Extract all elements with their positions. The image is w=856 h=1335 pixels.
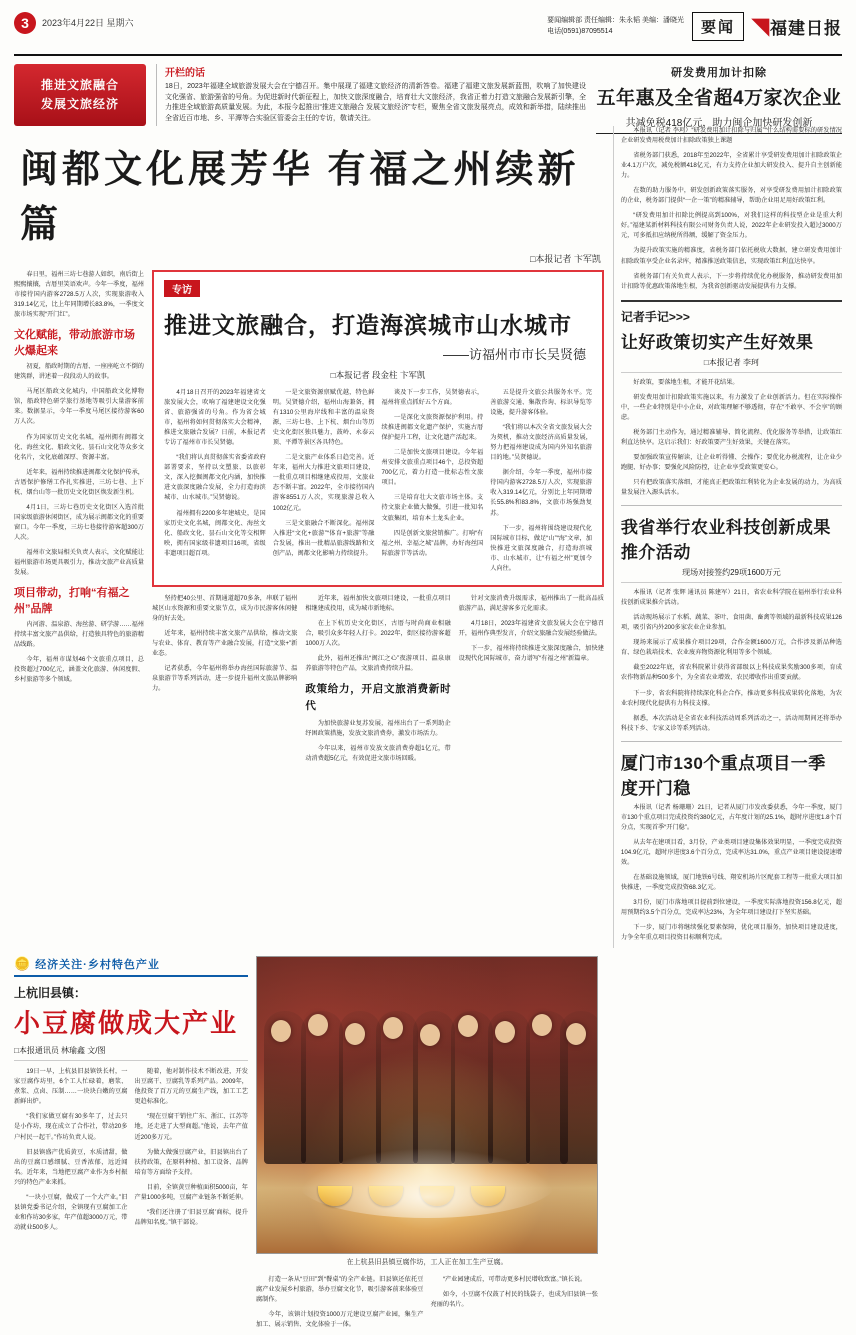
para: 记者获悉，今年福州将举办海丝国际旅游节、温泉旅游节等系列活动，进一步提升福州文旅品牌影响力。 <box>152 665 298 693</box>
feature-column <box>152 270 604 769</box>
para: 谈及下一步工作，吴贤德表示，福州将重点抓好五个方面。 <box>381 389 484 407</box>
divider <box>621 505 842 506</box>
para: 旧县镇盛产优质黄豆，水质清甜，做出的豆腐口感细腻、豆香浓郁，远近闻名。近年来，当地把豆腐产业作为乡村振兴的特色产业来抓。 <box>14 1148 128 1186</box>
feature-col-2 <box>273 388 375 579</box>
para: 三是培育壮大文旅市场主体。支持文旅企业做大做强，引进一批知名文旅集团，培育本土龙头企业。 <box>381 494 484 522</box>
para: 本报讯（记者 杨珊珊）21日，记者从厦门市发改委获悉，今年一季度，厦门市130个重点项目完成投资约380亿元，占年度计划的25.1%，超时序进度1.8个百分点，实现首季“开门稳”。 <box>620 803 842 831</box>
photo-steam <box>298 1148 556 1218</box>
masthead-right <box>547 12 842 41</box>
body-zone <box>14 126 842 948</box>
divider <box>621 300 842 302</box>
para: 研发费用加计扣除政策实施以来，有力激发了企业创新活力。但在实际操作中，一些企业特别是中小企业，对政策理解不够透彻，存在“不敢享、不会享”的顾虑。 <box>620 393 842 421</box>
left-lead-para: 春日里，福州三坊七巷游人如织，南后街上熙熙攘攘，古厝里笑语欢声。今年一季度，福州市接待国内游客2728.5万人次，实现旅游收入319.14亿元，比上年同期增长83.8%，一季度文旅市场实现“开门红”。 <box>14 271 144 319</box>
para: 3月份，厦门市落地项目提前到位建设，一季度实际落地投资156.8亿元，超用预期约3.5个百分点，完成率达23%，为全年项目建设打下坚实基础。 <box>620 899 842 917</box>
para: 4月1日，三坊七巷历史文化街区入选首批国家级旅游休闲街区，成为展示闽都文化的重要窗口。今年一季度，三坊七巷接待游客超300万人次。 <box>14 503 144 541</box>
left-section-1-body <box>14 362 144 578</box>
para: 四是创新文旅营销推广。打响“有福之州、幸福之城”品牌，办好海丝国际旅游节等活动。 <box>381 529 484 557</box>
para: 要加强政策宣传解读，让企业听得懂、会操作；要优化办税流程，让企业少跑腿、好办事；要强化风险防控，让企业享受政策更安心。 <box>620 453 842 471</box>
para: 如今，小豆腐不仅鼓了村民的钱袋子，也成为旧县镇一张亮丽的名片。 <box>430 1290 598 1308</box>
divider <box>621 741 842 742</box>
feature-col-1 <box>164 388 266 579</box>
masthead <box>14 10 842 56</box>
para: 在基础设施领域，厦门地铁6号线、翔安机场片区配套工程等一批重大项目加快推进，一季度完成投资68.3亿元。 <box>620 873 842 892</box>
bottom-title: 小豆腐做成大产业 <box>14 1009 239 1039</box>
bottom-col-3-wrap <box>256 1275 598 1335</box>
para: 在数的助力服务中，研发创新政策落实服务，对享受研发费用加计扣除政策的企业，税务部门提供“一企一策”的精准辅导，帮助企业用足用好政策红利。 <box>620 187 842 205</box>
photo-caption: 在上杭县旧县镇豆腐作坊，工人正在加工生产豆腐。 <box>346 1259 508 1267</box>
para: 一是文旅资源禀赋优越，特色鲜明。吴贤德介绍，福州山海兼备，拥有1310公里海岸线和丰富的温泉资源，三坊七巷、上下杭、烟台山等历史文化街区独具魅力，鼓岭、永泰云顶、平潭等景区各具特色。 <box>272 389 375 447</box>
para: 本报讯（记者 张辉 通讯员 陈建军）21日，省农业科学院在福州举行农业科技创新成果推介活动。 <box>620 589 842 607</box>
rt-kicker: 研发费用加计扣除 <box>671 67 767 79</box>
agri-title: 我省举行农业科技创新成果推介活动 <box>620 518 831 563</box>
xiamen-body <box>621 803 842 944</box>
para: 今年，福州市谋划46个文旅重点项目，总投资超过700亿元，涵盖文化旅游、休闲度假、乡村旅游等多个领域。 <box>14 656 144 684</box>
para: 此外，福州还推出“闽江之心”夜游项目、温泉康养旅游等特色产品，文旅消费持续升温。 <box>305 655 451 673</box>
bottom-right-spacer <box>606 956 842 1335</box>
right-top-headline-block <box>596 64 842 129</box>
para: 近年来，福州持续丰富文旅产品供给，推动文旅与农业、体育、教育等产业融合发展，打造“文旅+”新业态。 <box>152 629 298 658</box>
bottom-left-column <box>14 956 248 1335</box>
paper-logo-text: 福建日报 <box>770 19 842 38</box>
editorial-note <box>156 64 586 126</box>
para: 据介绍，今年一季度，福州市接待国内游客2728.5万人次，实现旅游收入319.14亿元，分别比上年同期增长55.8%和83.8%，文旅市场强劲复苏。 <box>490 469 592 517</box>
editorial-label: 开栏的话 <box>165 68 205 79</box>
para: “我们将认真贯彻落实省委省政府部署要求，坚持以文塑旅、以旅彰文，深入挖掘闽都文化内涵，加快推进文旅深度融合发展，全力打造海滨城市、山水城市。”吴贤德说。 <box>164 454 266 502</box>
para: “我们还注册了‘旧县豆腐’商标，提升品牌知名度。”镇干部说。 <box>134 1208 248 1226</box>
para: 4月18日，2023年福建省文旅发展大会在宁德召开，福州作典型发言，介绍文旅融合发展经验做法。 <box>458 619 604 637</box>
feature-columns <box>164 388 592 579</box>
para: 好政策，要落地生根，才能开花结果。 <box>633 378 739 386</box>
para: 下一步，厦门市将继续强化要素保障，优化项目服务，加快项目建设进度，力争全年重点项目投资目标顺利完成。 <box>620 924 842 942</box>
para: 初夏，船政时期的古厝、一座座屹立不倒的建筑群，讲述着一段段动人的故事。 <box>14 363 144 381</box>
left-section-2-body <box>14 620 144 685</box>
paper-logo-mark: ◥ <box>752 19 770 38</box>
para: 目前，全镇黄豆种植面积5000亩，年产量1000多吨，豆腐产业链条不断延伸。 <box>134 1183 248 1201</box>
editor-credits <box>547 16 684 36</box>
para: 马尾区船政文化城内，中国船政文化博物馆，船政特色研学旅行基地等吸引大量游客前来。数据显示，今年一季度马尾区接待游客60万人次。 <box>14 388 144 426</box>
para: “研发费用加计扣除比例提高到100%，对我们这样的科技型企业是重大利好。”福建某新材料科技有限公司财务负责人说，2022年企业研发投入超过3000万元，可多抵扣应纳税所得额，缓解了资金压力。 <box>620 212 842 240</box>
lower-col-2 <box>305 594 450 770</box>
para: 今年，该镇计划投资1000万元建设豆腐产业园，集生产加工、展示销售、文化体验于一体。 <box>256 1310 424 1328</box>
para: 本报讯（记者 李珂）“研发费用加计扣除与归属”“什么结构需要标的研发情况企业研发费用税费加计扣除政策独上课题 <box>620 127 842 145</box>
campaign-badge <box>14 64 146 126</box>
para: 三是文旅融合不断深化。福州深入推进“文化+旅游”“体育+旅游”等融合发展，推出一批精品旅游线路和文创产品，闽都文化影响力持续提升。 <box>272 519 375 557</box>
para: 下一步，福州将持续推进文旅深度融合，加快建设现代化国际城市，奋力谱写“有福之州”新篇章。 <box>458 644 604 663</box>
left-column <box>14 270 144 769</box>
issue-date: 2023年4月22日 星期六 <box>42 18 134 28</box>
notes-body <box>621 378 842 498</box>
para: 活动现场展示了水稻、蔬菜、茶叶、食用菌、畜禽等领域的最新科技成果126项，吸引省内外200多家农业企业参加。 <box>620 614 842 632</box>
page-title: 闽都文化展芳华 有福之州续新篇 <box>20 149 580 246</box>
para: 针对文旅消费升级需求，福州推出了一批高品质旅游产品，满足游客多元化需求。 <box>458 594 604 612</box>
para: 19日一早，上杭县旧县镇铁长村，一家豆腐作坊里，6个工人忙碌着，磨浆、煮浆、点卤、压制……一块块白嫩的豆腐新鲜出炉。 <box>14 1068 128 1106</box>
credit-line-1: 要闻编辑部 责任编辑：朱永韬 美编：潘晓光 <box>547 17 684 25</box>
para: 为加快旅游业复苏发展，福州出台了一系列助企纾困政策措施，发放文旅消费券，激发市场活力。 <box>305 720 451 738</box>
agri-body <box>621 588 842 734</box>
feature-byline: □本报记者 段金柱 卞军凯 <box>330 370 426 380</box>
para: 据悉，本次活动是全省农业科技活动周系列活动之一，活动周期间还将举办科技下乡、专家义诊等系列活动。 <box>620 714 842 732</box>
main-byline: □本报记者 卞军凯 <box>529 254 601 264</box>
bottom-col-4 <box>431 1275 599 1335</box>
para: 近年来，福州持续推进闽都文化保护传承，古厝保护修缮工作扎实推进，三坊七巷、上下杭、烟台山等一批历史文化街区焕发新生机。 <box>14 468 144 496</box>
rt-subhead: 共减免税418亿元，助力闽企加快研发创新 <box>596 114 842 134</box>
left-lead <box>14 270 144 320</box>
para: “我们将以本次全省文旅发展大会为契机，推动文旅经济高质量发展，努力把福州建设成为国内外知名旅游目的地。”吴贤德说。 <box>490 424 592 462</box>
feature-col-3 <box>382 388 484 579</box>
para: 下一步，福州将围绕建设现代化国际城市目标，做足“山”“海”文章，加快推进文旅深度融合，打造海滨城市、山水城市，让“有福之州”更加令人向往。 <box>490 524 592 572</box>
campaign-line-1: 推进文旅融合 <box>40 77 119 92</box>
para: 只有把政策落实落细，才能真正把政策红利转化为企业发展的动力，为高质量发展注入源头活水。 <box>620 479 842 497</box>
para: 打造一条从“豆田”到“餐桌”的全产业链。旧县镇还依托豆腐产业发展乡村旅游，举办豆腐文化节，吸引游客前来体验豆腐制作。 <box>256 1275 424 1303</box>
para: 一是深化文旅资源保护利用。持续推进闽都文化遗产保护，实施古厝保护提升工程，让文化遗产活起来。 <box>381 414 484 442</box>
notes-byline: □本报记者 李珂 <box>621 357 842 373</box>
left-section-2-title: 项目带动，打响“有福之州”品牌 <box>14 587 130 616</box>
para: “现在豆腐干销往广东、浙江、江苏等地，还走进了大型商超。”他说，去年产值近200多万元。 <box>134 1113 248 1141</box>
notes-tag: 记者手记>>> <box>620 309 690 324</box>
para: 在上下杭历史文化街区，古厝与时尚商业相融合，吸引众多年轻人打卡。2022年，街区接待游客超1000万人次。 <box>305 619 451 647</box>
para: 作为国家历史文化名城，福州拥有闽都文化、海丝文化、船政文化、昙石山文化等众多文化名片，文化底蕴深厚、资源丰富。 <box>14 433 144 461</box>
feature-photo <box>256 956 598 1254</box>
bottom-feature <box>14 956 842 1335</box>
para: 下一步，省农科院将持续深化科企合作，推动更多科技成果转化落地，为农业农村现代化提供有力科技支撑。 <box>620 689 842 707</box>
para: 截至2022年底，省农科院累计获得省部级以上科技成果奖励300多项，育成农作物新品种500多个，为全省农业增效、农民增收作出重要贡献。 <box>620 664 842 682</box>
campaign-line-2: 发展文旅经济 <box>40 97 119 111</box>
rubric-bar <box>14 956 248 977</box>
paper-logo <box>752 14 842 39</box>
lower-zone <box>152 594 604 770</box>
agri-subtitle: 现场对接签约29项1600万元 <box>621 567 842 583</box>
para: 五是提升文旅公共服务水平。完善旅游交通、集散咨询、标识导览等设施，提升游客体验。 <box>490 389 592 417</box>
para: “产业园建成后，可带动更多村民增收致富。”镇长说。 <box>442 1275 587 1283</box>
page-number-badge: 3 <box>14 12 36 34</box>
photo-block <box>256 956 598 1335</box>
section-badge: 要闻 <box>692 12 744 41</box>
feature-title: 推进文旅融合，打造海滨城市山水城市 <box>164 313 572 338</box>
para: 从去年在建项目看，3月份，产业类项目建设集体效果明显，一季度完成投资104.9亿元，超时序进度3.6个百分点，完成率达31.0%，重点产业项目建设提速增效。 <box>620 838 842 866</box>
para: 二是加快文旅项目建设。今年福州安排文旅重点项目46个，总投资超700亿元，着力打造一批标志性文旅项目。 <box>381 449 484 487</box>
feature-subtitle: ——访福州市市长吴贤德 <box>442 347 586 362</box>
bottom-byline: □本报通讯员 林瑜鑫 文/图 <box>14 1045 248 1061</box>
para: 现场来展示了成果推介项目29项，合作金额1600万元，合作涉及新品种选育、绿色栽培技术、农业废弃物资源化利用等多个领域。 <box>620 639 842 657</box>
para: 省税务部门获悉，2018年至2022年，全省累计享受研发费用加计扣除政策企业4.1万户次，减免税额418亿元，有力支持企业加大研发投入、提升自主创新能力。 <box>620 152 842 180</box>
para: 为提升政策实施的精准度，省税务部门依托税收大数据，建立研发费用加计扣除政策享受企业名录库，精准推送政策信息，实现政策红利直达快享。 <box>620 247 842 265</box>
para: “我们家做豆腐有30多年了，过去只是小作坊，现在成立了合作社，带动20多户村民一起干。”作坊负责人说。 <box>14 1113 128 1141</box>
xiamen-title: 厦门市130个重点项目一季度开门稳 <box>620 753 826 798</box>
para: 随着，他对制作技术不断改进，开发出豆腐干、豆腐乳等系列产品。2009年，他投资了百万元的豆腐生产线，加工工艺更趋标准化。 <box>134 1068 248 1106</box>
feature-tag: 专访 <box>164 280 200 297</box>
interview-feature <box>152 270 604 587</box>
notes-title: 让好政策切实产生好效果 <box>620 332 814 352</box>
para: 近年来，福州加快文旅项目建设，一批重点项目相继建成投用，成为城市新地标。 <box>305 594 451 612</box>
para: 今年以来，福州市发放文旅消费券超1亿元，带动消费超5亿元，有效促进文旅市场回暖。 <box>305 745 451 763</box>
para: 省税务部门有关负责人表示，下一步将持续优化办税服务，推动研发费用加计扣除等优惠政策落地生根，为我省创新驱动发展提供有力支撑。 <box>620 272 842 290</box>
feature-col-4 <box>490 388 592 579</box>
lower-col-3 <box>459 594 604 770</box>
right-rail <box>613 126 842 948</box>
bottom-col-3 <box>256 1275 424 1335</box>
lower-col-1 <box>152 594 297 770</box>
editorial-text: 18日，2023年福建全域旅游发展大会在宁德召开。集中展现了福建文旅经济的清新答卷。福建了福建文旅发展新蓝图，吹响了加快建设文化强省、旅游强省的号角。为促进新时代新征程上，加快文旅深度融合，培育壮大文旅经济，我省正着力打造文旅融合发展新引擎，全力推进全域旅游高质量发展。为此，本报今起推出“推进文旅融合 发展文旅经济”专栏，聚焦全省文旅发展亮点，成效和新举措，陆续推出全省近百市地、乡、平潭等合实验区管委会主任的专访，敬请关注。 <box>165 83 586 122</box>
photo-crowd <box>257 1011 597 1165</box>
banner-row <box>14 64 842 129</box>
bottom-col-1 <box>14 1067 128 1238</box>
left-section-1-title: 文化赋能，带动旅游市场火爆起来 <box>14 329 135 358</box>
para: 4月18日召开的2023年福建省文旅发展大会，吹响了福建建设文化强省、旅游强省的号角。作为省会城市，福州将如何贯彻落实大会精神，推进文旅融合发展？日前，本报记者专访了福州市市长吴贤德。 <box>164 389 266 447</box>
credit-line-2: 电话(0591)87095514 <box>547 27 613 35</box>
bottom-kicker: 上杭旧县镇： <box>14 986 87 1001</box>
bottom-col-2 <box>135 1067 249 1238</box>
bottom-columns <box>14 1067 248 1238</box>
para: 福州拥有2200多年建城史，是国家历史文化名城，闽都文化、海丝文化、船政文化、昙石山文化等交相辉映，拥有国家级非遗项目16项，省级非遗项目超百项。 <box>164 509 266 557</box>
rubric-label: 经济关注·乡村特色产业 <box>35 959 160 972</box>
para: 为做大做强豆腐产业，旧县镇出台了扶持政策，在原料种植、加工设备、品牌培育等方面给予支持。 <box>134 1148 248 1176</box>
rt-headline: 五年惠及全省超4万家次企业 <box>596 88 842 109</box>
para: 坚持把40公里、首期通道超70多条，串联了福州城区山水资源和重要文旅节点，成为市民游客休闲健身的好去处。 <box>152 594 298 622</box>
para: 税务部门主动作为，通过精准辅导、简化流程、优化服务等举措，让政策红利直达快享。这启示我们：好政策要产生好效果，关键在落实。 <box>620 428 842 446</box>
coins-icon: 🪙 <box>14 956 31 972</box>
para: “一块小豆腐，做成了一个大产业。”旧县镇党委书记介绍，全镇现有豆腐加工企业和作坊30多家，年产值超3000万元，带动就业500多人。 <box>14 1193 128 1231</box>
para: 福州市文旅局相关负责人表示，文化赋能让福州旅游市场更具吸引力，推动文旅产业高质量发展。 <box>14 548 144 577</box>
lower-subhead: 政策给力，开启文旅消费新时代 <box>305 683 451 713</box>
para: 二是文旅产业体系日趋完善。近年来，福州大力推进文旅项目建设，一批重点项目相继建成投用，文旅业态不断丰富。2022年，全市接待国内游客8551万人次，实现旅游总收入1002亿元。 <box>272 454 375 512</box>
right-top-body <box>621 126 842 292</box>
para: 内河游、温泉游、海丝游、研学游……福州持续丰富文旅产品供给，打造独具特色的旅游精品线路。 <box>14 621 144 649</box>
